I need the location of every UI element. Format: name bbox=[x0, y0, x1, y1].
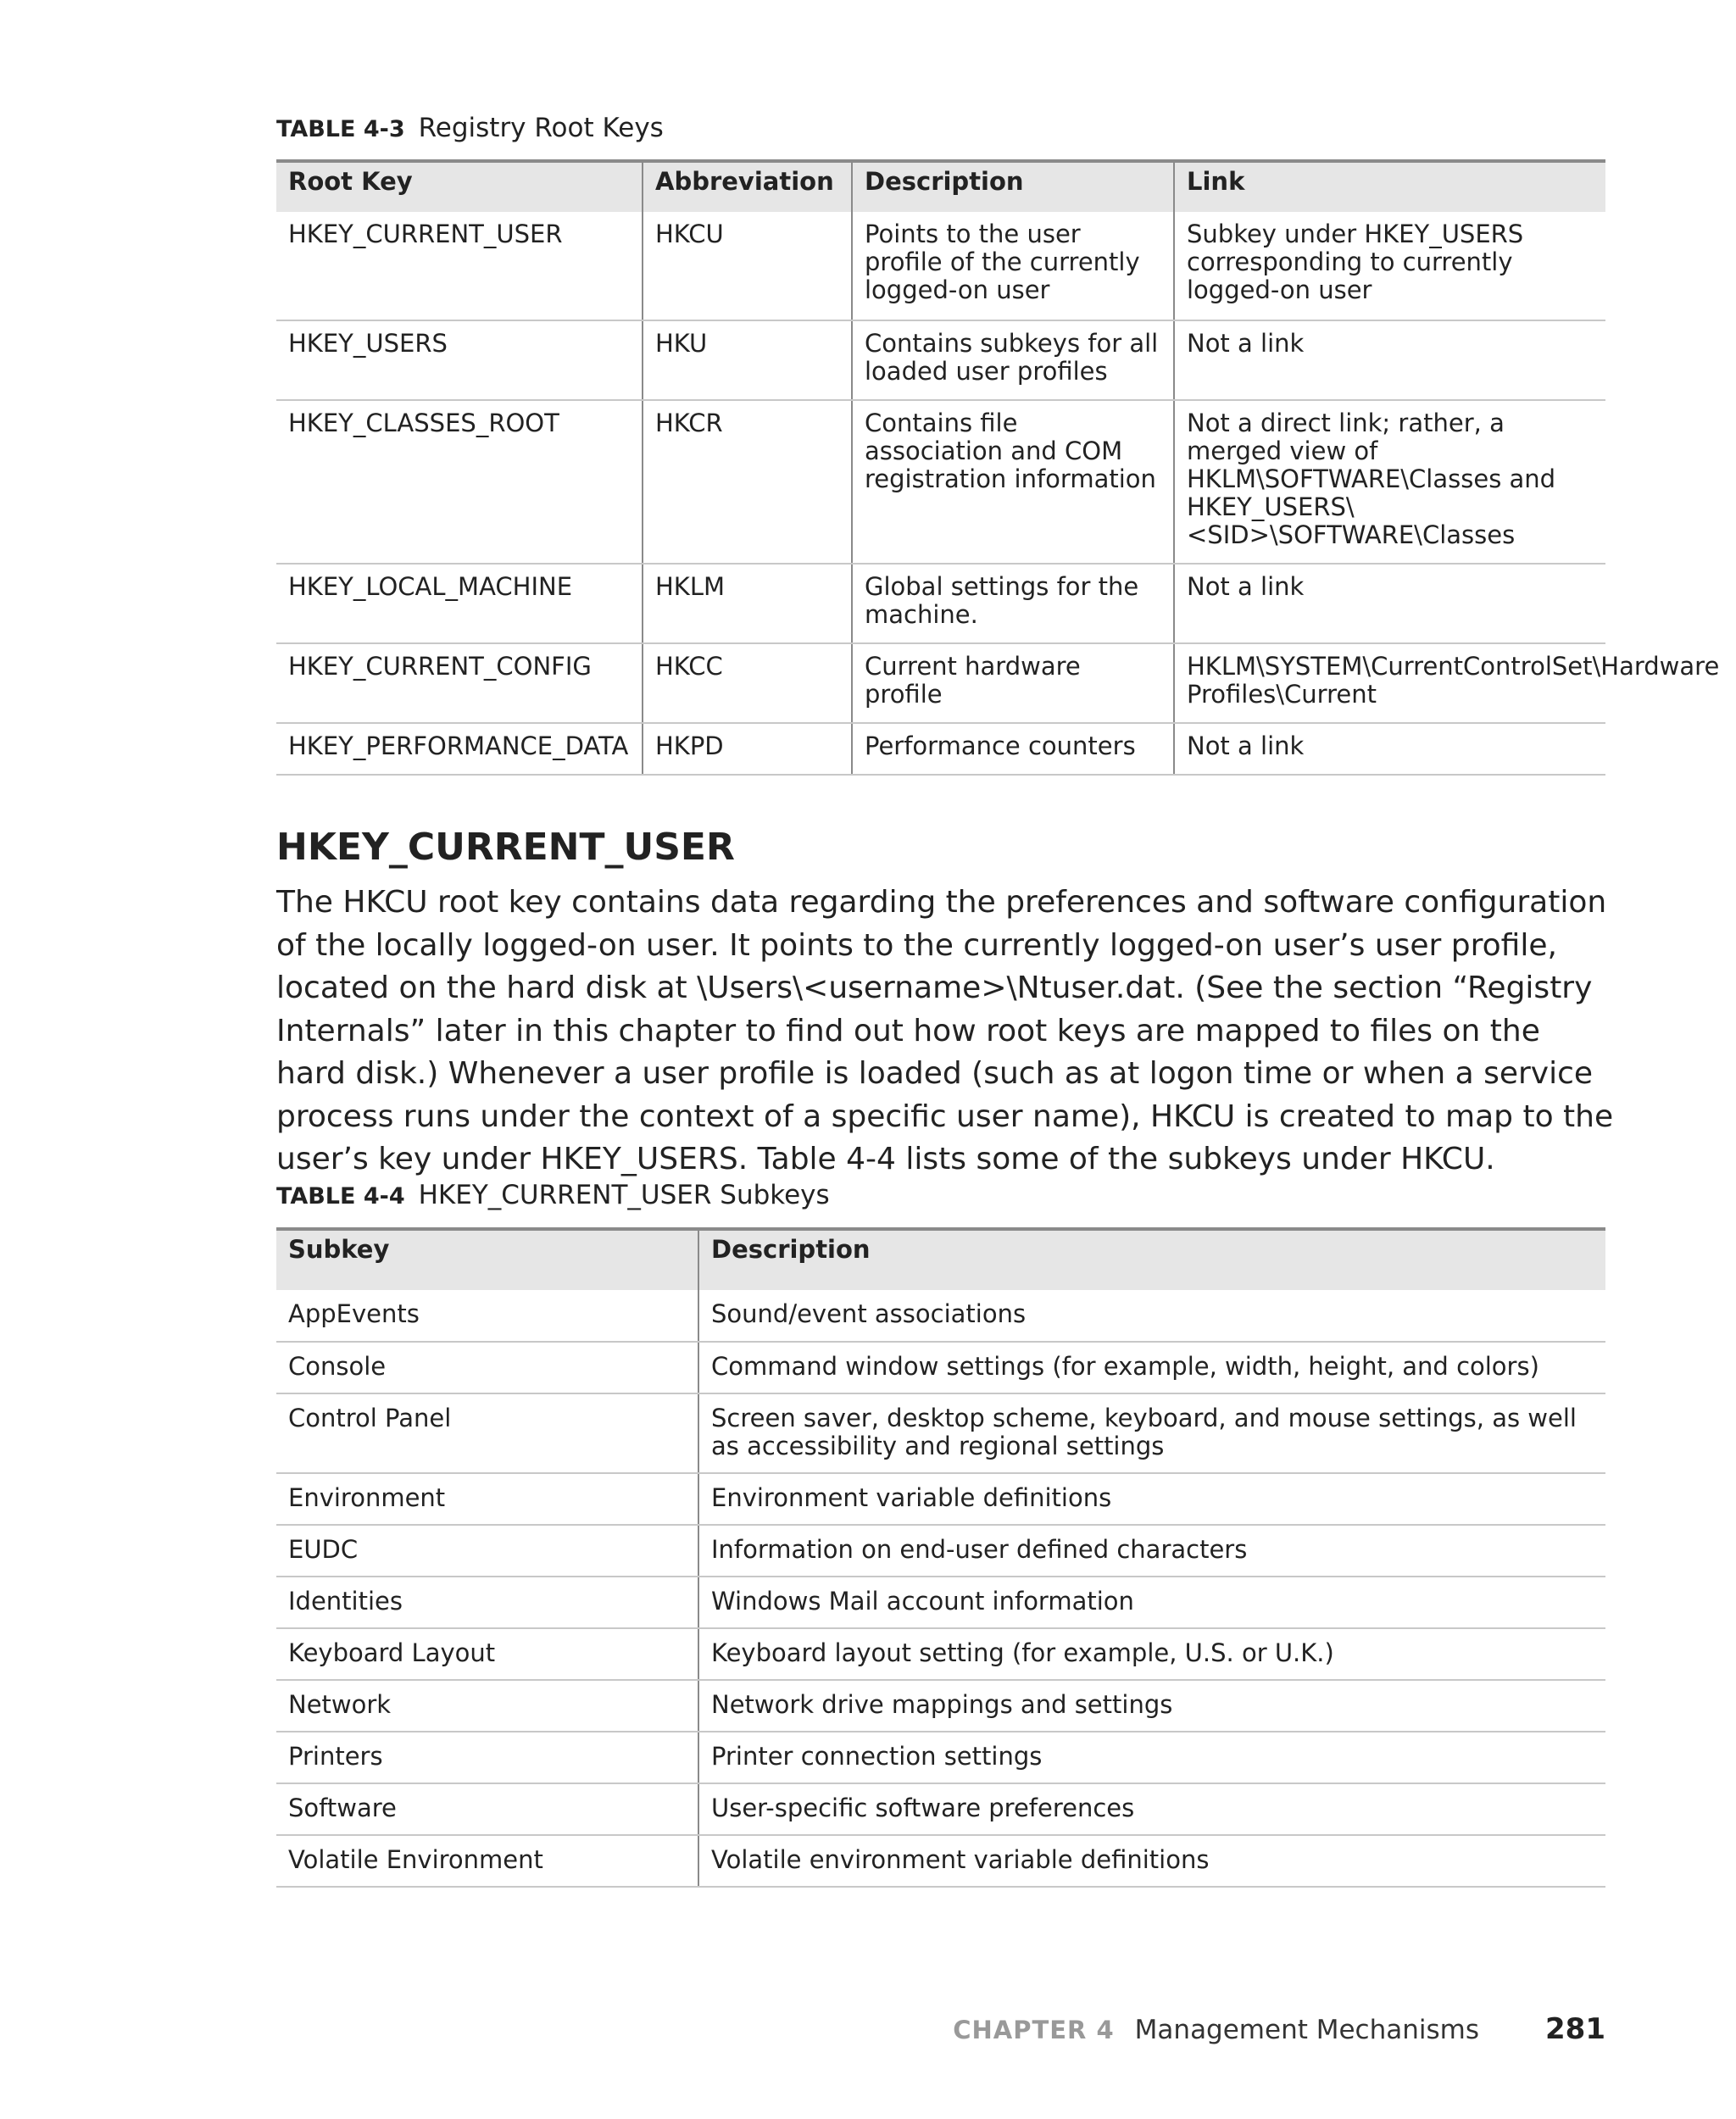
table-row bbox=[276, 1577, 1605, 1628]
table-cell: Keyboard Layout bbox=[276, 1628, 698, 1680]
table-header-row bbox=[276, 161, 1605, 212]
table-cell: Sound/event associations bbox=[698, 1290, 1605, 1342]
table-4-3-number: TABLE 4-3 bbox=[276, 116, 405, 142]
table-cell: Information on end-user defined characters bbox=[698, 1525, 1605, 1577]
table-row bbox=[276, 212, 1605, 320]
table-cell: Current hardware profile bbox=[852, 643, 1174, 723]
table-4-3-caption bbox=[276, 111, 664, 147]
table-cell: Software bbox=[276, 1783, 698, 1835]
table-row bbox=[276, 1473, 1605, 1525]
table-cell: HKCR bbox=[643, 400, 852, 564]
table-cell: HKEY_PERFORMANCE_DATA bbox=[276, 723, 643, 775]
table-header-row bbox=[276, 1229, 1605, 1290]
page-footer bbox=[953, 2012, 1605, 2047]
table-cell: Contains subkeys for all loaded user profiles bbox=[852, 320, 1174, 400]
table-row bbox=[276, 1342, 1605, 1393]
table-row bbox=[276, 564, 1605, 643]
table-cell: Console bbox=[276, 1342, 698, 1393]
table-row bbox=[276, 400, 1605, 564]
column-header: Root Key bbox=[288, 167, 413, 196]
table-cell: Not a link bbox=[1174, 723, 1605, 775]
table-cell: Volatile Environment bbox=[276, 1835, 698, 1887]
page-number: 281 bbox=[1545, 2012, 1605, 2046]
table-4-4-caption bbox=[276, 1178, 830, 1214]
table-cell: Printers bbox=[276, 1732, 698, 1783]
table-cell: Not a link bbox=[1174, 320, 1605, 400]
table-cell: EUDC bbox=[276, 1525, 698, 1577]
table-cell: Points to the user profile of the currently logged-on user bbox=[852, 212, 1174, 320]
table-cell: Printer connection settings bbox=[698, 1732, 1605, 1783]
column-header: Description bbox=[698, 1229, 1605, 1290]
table-cell: HKEY_CURRENT_CONFIG bbox=[276, 643, 643, 723]
table-cell: HKLM\SYSTEM\CurrentControlSet\Hardware Profiles\Current bbox=[1174, 643, 1605, 723]
table-cell: Volatile environment variable definitions bbox=[698, 1835, 1605, 1887]
table-row bbox=[276, 1525, 1605, 1577]
table-cell: Contains file association and COM registration information bbox=[852, 400, 1174, 564]
table-cell: Screen saver, desktop scheme, keyboard, and mouse settings, as well as accessibility and regional settings bbox=[698, 1393, 1605, 1473]
table-row bbox=[276, 1393, 1605, 1473]
table-cell: HKCC bbox=[643, 643, 852, 723]
column-header: Abbreviation bbox=[643, 161, 852, 212]
table-cell: Network drive mappings and settings bbox=[698, 1680, 1605, 1732]
table-row bbox=[276, 1628, 1605, 1680]
column-header: Subkey bbox=[288, 1235, 390, 1264]
table-cell: Environment bbox=[276, 1473, 698, 1525]
table-cell: HKEY_CURRENT_USER bbox=[276, 212, 643, 320]
table-row bbox=[276, 723, 1605, 775]
table-4-4-number: TABLE 4-4 bbox=[276, 1183, 405, 1210]
table-cell: AppEvents bbox=[276, 1290, 698, 1342]
table-cell: Command window settings (for example, width, height, and colors) bbox=[698, 1342, 1605, 1393]
table-cell: Control Panel bbox=[276, 1393, 698, 1473]
table-cell: HKEY_CLASSES_ROOT bbox=[276, 400, 643, 564]
table-cell: HKPD bbox=[643, 723, 852, 775]
section-heading: HKEY_CURRENT_USER bbox=[276, 826, 735, 869]
table-row bbox=[276, 1783, 1605, 1835]
table-cell: HKLM bbox=[643, 564, 852, 643]
table-cell: Network bbox=[276, 1680, 698, 1732]
table-cell: HKEY_LOCAL_MACHINE bbox=[276, 564, 643, 643]
table-cell: Subkey under HKEY_USERS corresponding to currently logged-on user bbox=[1174, 212, 1605, 320]
table-cell: HKEY_USERS bbox=[276, 320, 643, 400]
table-cell: Performance counters bbox=[852, 723, 1174, 775]
table-cell: HKCU bbox=[643, 212, 852, 320]
footer-chapter-label: CHAPTER 4 bbox=[953, 2016, 1115, 2044]
body-paragraph: The HKCU root key contains data regarding the preferences and software configuration of the locally logged-on user. It points to the currently logged-on user’s user profile, located on the hard disk at \Users\<username>\Ntuser.dat. (See the section “Registry Internals” later in this chapter to find out how root keys are mapped to files on the hard disk.) Whenever a user profile is loaded (such as at logon time or when a service process runs under the context of a specific user name), HKCU is created to map to the user’s key under HKEY_USERS. Table 4-4 lists some of the subkeys under HKCU. bbox=[276, 885, 1614, 1176]
table-4-4 bbox=[276, 1227, 1605, 1888]
table-cell: User-specific software preferences bbox=[698, 1783, 1605, 1835]
table-cell: Global settings for the machine. bbox=[852, 564, 1174, 643]
footer-chapter-title: Management Mechanisms bbox=[1134, 2015, 1480, 2045]
table-cell: Windows Mail account information bbox=[698, 1577, 1605, 1628]
table-row bbox=[276, 1732, 1605, 1783]
table-row bbox=[276, 1835, 1605, 1887]
table-row bbox=[276, 1290, 1605, 1342]
column-header: Description bbox=[852, 161, 1174, 212]
table-4-4-title: HKEY_CURRENT_USER Subkeys bbox=[418, 1180, 830, 1210]
table-4-3-title: Registry Root Keys bbox=[418, 113, 664, 143]
table-4-3 bbox=[276, 159, 1720, 776]
table-row bbox=[276, 1680, 1605, 1732]
table-cell: Identities bbox=[276, 1577, 698, 1628]
table-row bbox=[276, 320, 1605, 400]
table-cell: Not a link bbox=[1174, 564, 1605, 643]
table-cell: HKU bbox=[643, 320, 852, 400]
table-cell: Environment variable definitions bbox=[698, 1473, 1605, 1525]
column-header: Link bbox=[1174, 161, 1605, 212]
table-cell: Keyboard layout setting (for example, U.S. or U.K.) bbox=[698, 1628, 1605, 1680]
table-row bbox=[276, 643, 1605, 723]
table-cell: Not a direct link; rather, a merged view of HKLM\SOFTWARE\Classes and HKEY_USERS\<SID>\SOFTWARE\Classes bbox=[1174, 400, 1605, 564]
